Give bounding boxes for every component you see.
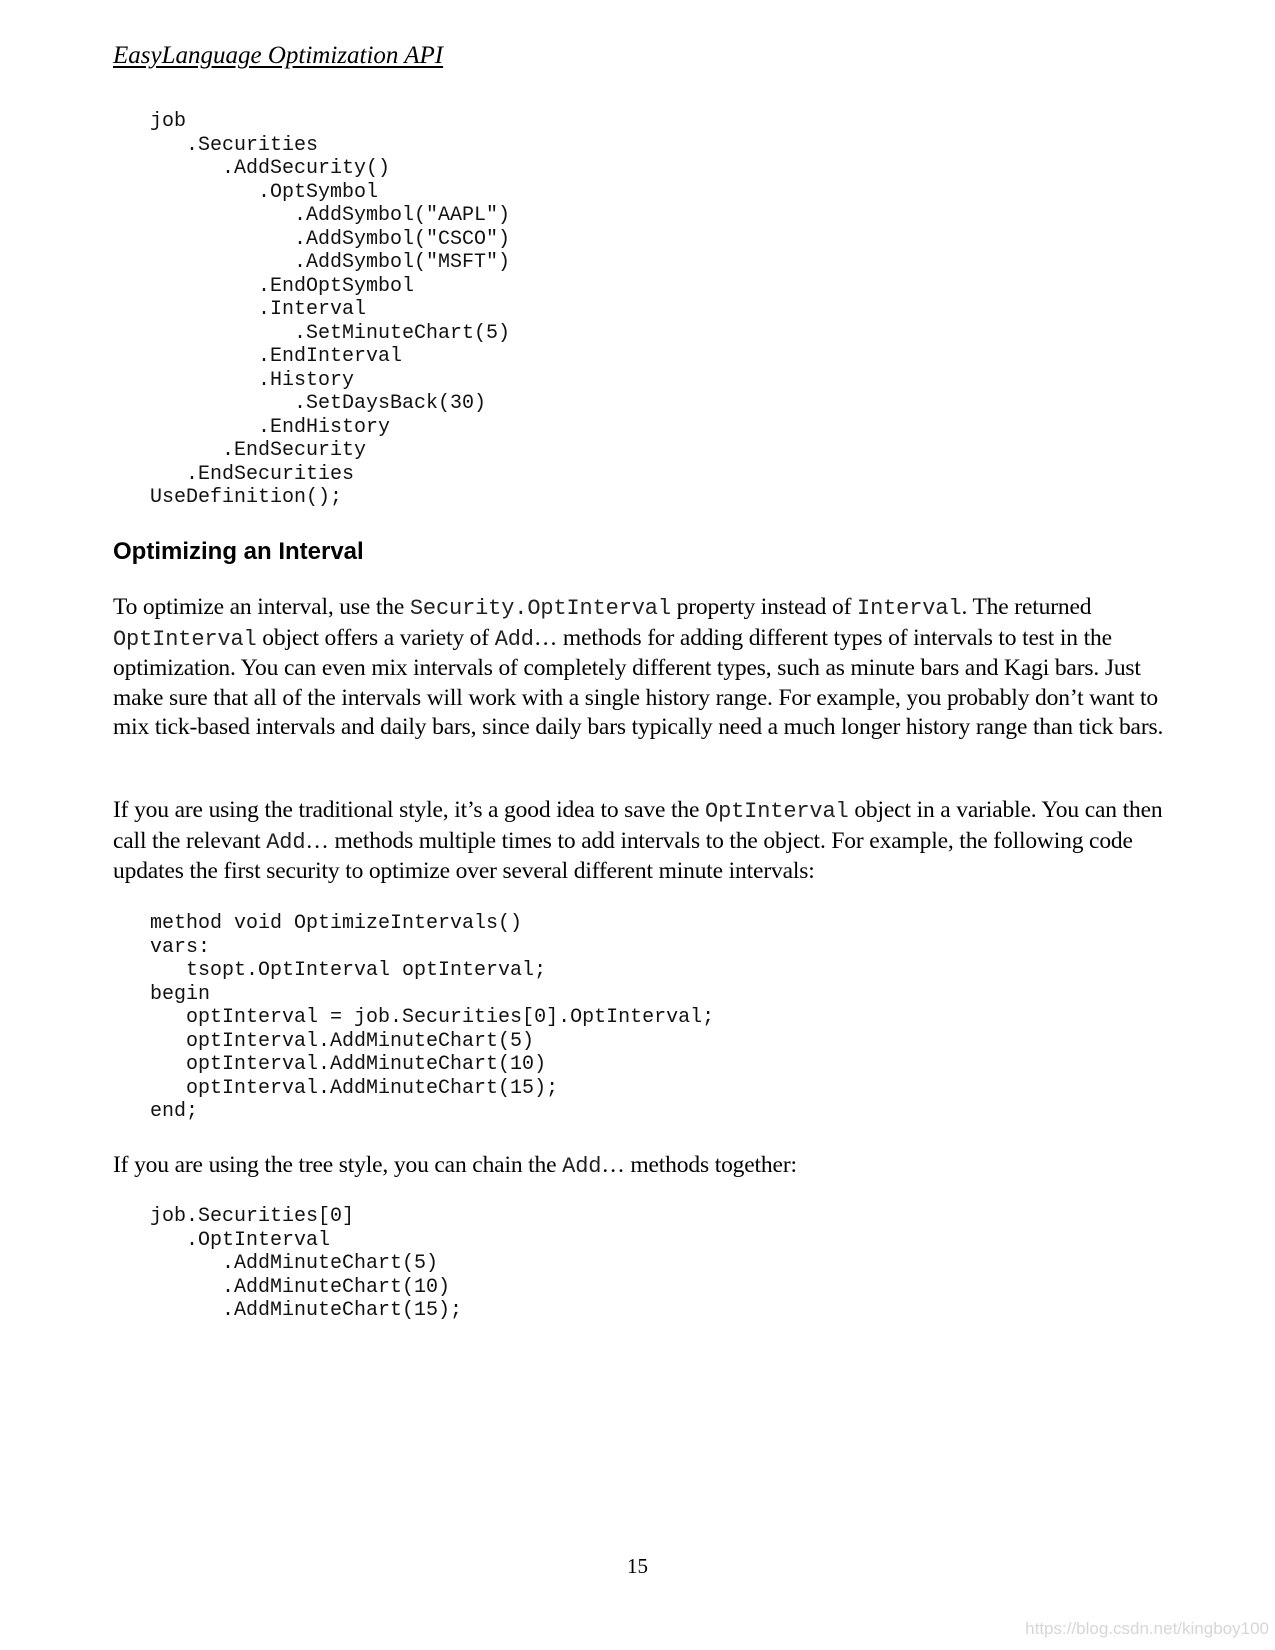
code-line: job.Securities[0] bbox=[150, 1205, 355, 1228]
code-line: .SetDaysBack(30) bbox=[150, 392, 487, 415]
code-line: begin bbox=[150, 982, 211, 1006]
paragraph-optimize-interval bbox=[113, 593, 1173, 743]
code-line: .AddMinuteChart(15); bbox=[150, 1299, 463, 1322]
inline-code: Add bbox=[266, 829, 306, 855]
code-line: optInterval.AddMinuteChart(5) bbox=[150, 1029, 535, 1053]
code-line: UseDefinition(); bbox=[150, 486, 343, 509]
code-line: .EndInterval bbox=[150, 345, 403, 368]
code-block-securities-tree bbox=[150, 110, 510, 510]
text-run: To optimize an interval, use the bbox=[113, 594, 410, 620]
code-line: .SetMinuteChart(5) bbox=[150, 321, 511, 345]
text-run: object in a variable. You can then call the relevant bbox=[113, 797, 1163, 854]
code-line: .AddSecurity() bbox=[150, 157, 391, 180]
code-line: optInterval.AddMinuteChart(15); bbox=[150, 1076, 559, 1100]
inline-code: Interval bbox=[857, 596, 962, 621]
code-line: method void OptimizeIntervals() bbox=[150, 912, 523, 935]
page-header-title: EasyLanguage Optimization API bbox=[113, 42, 444, 69]
paragraph-tree-style bbox=[113, 1151, 1173, 1182]
code-line: .History bbox=[150, 368, 355, 392]
code-line: .AddSymbol("CSCO") bbox=[150, 227, 511, 251]
code-line: tsopt.OptInterval optInterval; bbox=[150, 959, 547, 982]
text-run: … methods together: bbox=[601, 1152, 797, 1178]
text-run: property instead of bbox=[670, 594, 858, 620]
code-line: optInterval.AddMinuteChart(10) bbox=[150, 1053, 547, 1076]
code-line: .OptSymbol bbox=[150, 180, 379, 204]
code-block-optimize-intervals-method bbox=[150, 912, 714, 1124]
text-run: If you are using the tree style, you can chain the bbox=[113, 1152, 563, 1178]
text-run: … methods for adding different types of intervals to test in the optimization. You can even mix intervals of completely different types, such as minute bars and Kagi bars. Just make sure that all of the intervals will work with a single history range. For example, you probably don’t want to mix tick-based intervals and daily bars, since daily bars typically need a much longer history range than tick bars. bbox=[113, 624, 1164, 740]
code-line: .Securities bbox=[150, 133, 319, 157]
code-line: job bbox=[150, 110, 187, 133]
code-line: .EndOptSymbol bbox=[150, 274, 415, 298]
page-number: 15 bbox=[627, 1554, 648, 1578]
code-line: optInterval = job.Securities[0].OptInterval; bbox=[150, 1006, 715, 1029]
text-run: . The returned bbox=[961, 594, 1092, 620]
code-block-tree-chain bbox=[150, 1205, 462, 1323]
code-line: .AddMinuteChart(5) bbox=[150, 1252, 439, 1275]
inline-code: Add bbox=[494, 626, 534, 652]
code-line: .OptInterval bbox=[150, 1228, 331, 1252]
section-heading: Optimizing an Interval bbox=[113, 538, 364, 565]
code-line: .EndHistory bbox=[150, 415, 391, 439]
code-line: .AddSymbol("MSFT") bbox=[150, 251, 511, 274]
inline-code: Add bbox=[562, 1154, 602, 1179]
code-line: .Interval bbox=[150, 298, 367, 321]
code-line: end; bbox=[150, 1100, 199, 1123]
text-run: object offers a variety of bbox=[256, 624, 495, 651]
paragraph-traditional-style bbox=[113, 796, 1173, 887]
code-line: vars: bbox=[150, 935, 211, 959]
code-line: .EndSecurities bbox=[150, 462, 355, 486]
inline-code: OptInterval bbox=[113, 626, 257, 652]
text-run: If you are using the traditional style, it’s a good idea to save the bbox=[113, 797, 706, 823]
code-line: .AddMinuteChart(10) bbox=[150, 1275, 451, 1299]
inline-code: OptInterval bbox=[705, 799, 849, 824]
code-line: .AddSymbol("AAPL") bbox=[150, 204, 511, 227]
watermark-url: https://blog.csdn.net/kingboy100 bbox=[1025, 1619, 1269, 1638]
code-line: .EndSecurity bbox=[150, 439, 367, 462]
inline-code: Security.OptInterval bbox=[409, 596, 671, 621]
text-run: … methods multiple times to add intervals to the object. For example, the following code updates the first security to optimize over several different minute intervals: bbox=[113, 827, 1133, 884]
